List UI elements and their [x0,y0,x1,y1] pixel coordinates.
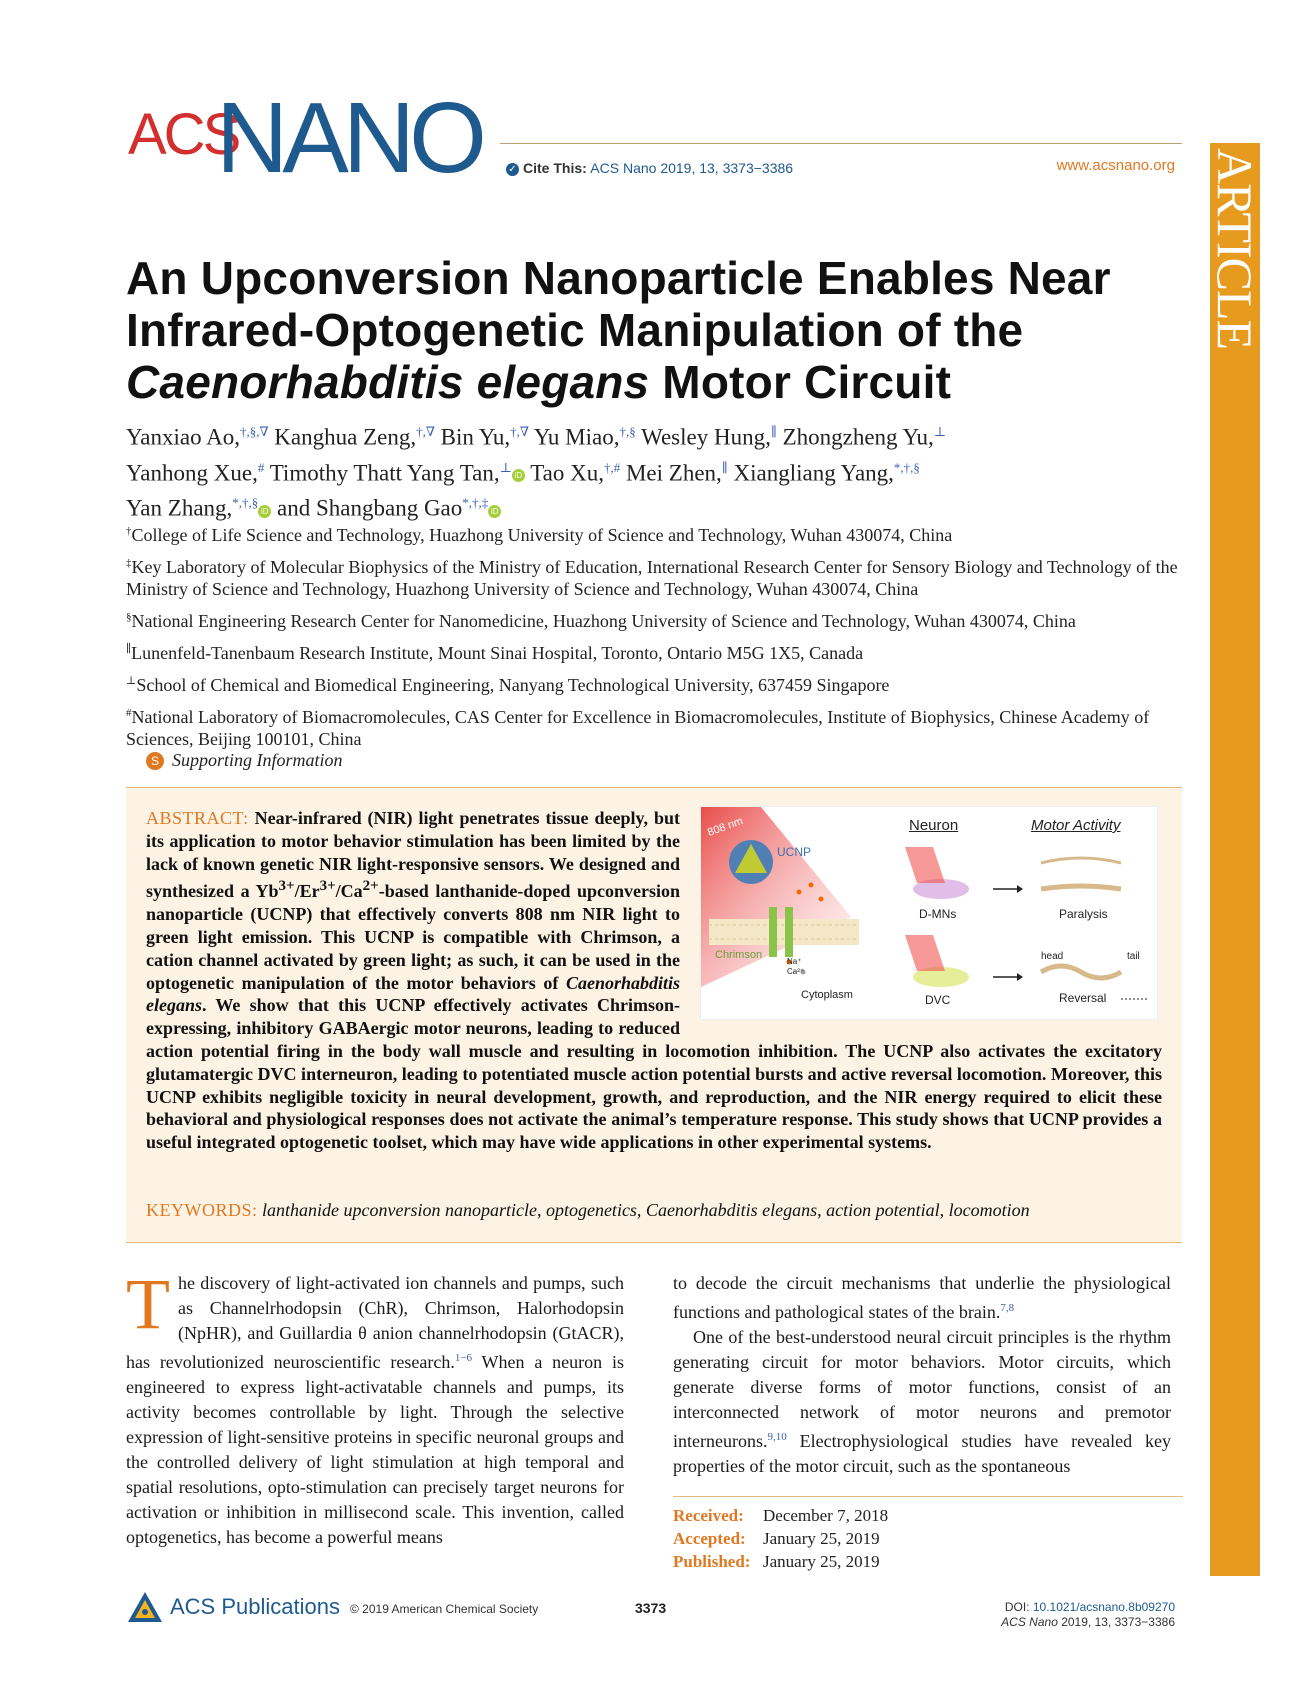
reference-link[interactable]: 7,8 [1000,1302,1015,1314]
affiliation: †College of Life Science and Technology, Huazhong University of Science and Technology, Wuhan 430074, China [126,525,953,545]
copyright: © 2019 American Chemical Society [350,1602,539,1616]
body-column-left: The discovery of light-activated ion channels and pumps, such as Channelrhodopsin (ChR), Chrimson, Halorhodopsin (NpHR), and Guillardia θ anion channelrhodopsin (GtACR), has revolutionized neuroscientific research.$^{1-6}$ When a neuron is engineered to express light-activatable channels and pumps, its activity becomes controllable by light. Through the selective expression of light-sensitive proteins in specific neuronal groups and the controlled delivery of light stimulation at high temporal and spatial resolutions, opto-stimulation can precisely target neurons for activation or inhibition in millisecond scale. This invention, called optogenetics, has become a powerful means [126,1264,624,1547]
acs-publications-logo-icon[interactable] [126,1590,164,1624]
dates-rule [673,1496,1183,1497]
publication-dates: Received: December 7, 2018 Accepted: January 25, 2019 Published: January 25, 2019 [673,1506,889,1571]
author[interactable]: Yanxiao Ao, [126,424,240,450]
dropcap: T [126,1264,170,1344]
affiliation: §National Engineering Research Center for Nanomedicine, Huazhong University of Science and Technology, Wuhan 430074, China [126,611,1076,631]
author[interactable]: Tao Xu, [530,460,604,486]
doi-block: DOI: 10.1021/acsnano.8b09270 ACS Nano 2019, 13, 3373−3386 [1001,1600,1175,1629]
orcid-icon[interactable]: iD [258,505,271,518]
author[interactable]: Yu Miao, [533,424,620,450]
article-side-label: ARTICLE [1207,148,1263,350]
author[interactable]: Kanghua Zeng, [274,424,417,450]
page-number: 3373 [635,1600,667,1616]
toc-graphic: 808 nm UCNP Chrimson Na⁺ Ca²⁺ Cytoplasm Neuron Motor Activity D-MNs Paralysis DVC head tail Reversal [700,806,1158,1020]
author[interactable]: and Shangbang Gao [277,495,463,521]
nano-logo-text: NANO [216,82,481,194]
cite-value[interactable]: ACS Nano 2019, 13, 3373−3386 [590,160,794,176]
doi-link[interactable]: 10.1021/acsnano.8b09270 [1032,1600,1175,1614]
author[interactable]: Wesley Hung, [641,424,771,450]
author[interactable]: Yanhong Xue, [126,460,258,486]
author[interactable]: Bin Yu, [440,424,511,450]
affiliation: ∥Lunenfeld-Tanenbaum Research Institute, Mount Sinai Hospital, Toronto, Ontario M5G 1X5, Canada [126,643,864,663]
article-title: An Upconversion Nanoparticle Enables Near Infrared-Optogenetic Manipulation of the Caenorhabditis elegans Motor Circuit [126,252,1111,408]
orcid-icon[interactable]: iD [512,469,525,482]
abstract-text: ABSTRACT: Near-infrared (NIR) light penetrates tissue deeply, but its application to motor behavior stimulation has been limited by the lack of known genetic NIR light-responsive sensors. We designed and synthesized a $Yb^{3+}/Er^{3+}/Ca^{2+}$-based lanthanide-doped upconversion nanoparticle (UCNP) that effectively converts 808 nm NIR light to green light emission. This UCNP is compatible with Chrimson, a cation channel activated by green light; as such, it can be used in the optogenetic manipulation of the motor behaviors of Caenorhabditis elegans. We show that this UCNP effectively activates Chrimson-expressing, inhibitory GABAergic motor neurons, leading to reduced action potential firing in the body wall muscle and resulting in locomotion inhibition. The UCNP also activates the excitatory glutamatergic DVC interneuron, leading to potentiated muscle action potential bursts and active reversal locomotion. Moreover, this UCNP exhibits negligible toxicity in neural development, growth, and reproduction, and the NIR energy required to elicit these behavioral and physiological responses does not activate the animal’s temperature response. This study shows that UCNP provides a useful integrated optogenetic toolset, which may have wide applications in other experimental systems. [146,808,1162,1153]
affiliation: ⊥School of Chemical and Biomedical Engineering, Nanyang Technological University, 637459 Singapore [126,675,890,695]
author[interactable]: Xiangliang Yang, [733,460,894,486]
author[interactable]: Timothy Thatt Yang Tan, [269,460,500,486]
journal-url[interactable]: www.acsnano.org [1056,157,1175,174]
reference-link[interactable]: 1−6 [454,1352,473,1364]
author[interactable]: Yan Zhang, [126,495,233,521]
supporting-info-icon: S [146,752,164,770]
check-icon: ✓ [506,163,519,176]
affiliations [126,520,1186,756]
author[interactable]: Mei Zhen, [625,460,722,486]
publisher-name[interactable]: ACS Publications [170,1594,340,1619]
affiliation: ‡Key Laboratory of Molecular Biophysics of the Ministry of Education, International Research Center for Sensory Biology and Technology of the Ministry of Science and Technology, Huazhong University of Science and Technology, Wuhan 430074, China [126,557,1178,599]
supporting-information-link[interactable]: S Supporting Information [146,750,343,771]
orcid-icon[interactable]: iD [488,505,501,518]
header-rule [500,143,1182,144]
affiliation: #National Laboratory of Biomacromolecules, CAS Center for Excellence in Biomacromolecules, Institute of Biophysics, Chinese Academy of Sciences, Beijing 100101, China [126,707,1150,749]
author[interactable]: Zhongzheng Yu, [782,424,934,450]
cite-this[interactable]: ✓ Cite This: ACS Nano 2019, 13, 3373−3386 [506,160,793,178]
acs-logo-text: ACS [128,102,239,167]
body-column-right: to decode the circuit mechanisms that underlie the physiological functions and pathological states of the brain.$^{7,8}$ One of the best-understood neural circuit principles is the rhythm generating circuit for motor behaviors. Motor circuits, which generate diverse forms of motor functions, consist of an interconnected network of motor neurons and premotor interneurons.$^{9,10}$ Electrophysiological studies have revealed key properties of the motor circuit, such as the spontaneous [673,1273,1171,1476]
keywords: KEYWORDS: lanthanide upconversion nanoparticle, optogenetics, Caenorhabditis elegans, action potential, locomotion [146,1200,1030,1220]
author-list: Yanxiao Ao,†,§,∇ Kanghua Zeng,†,∇ Bin Yu,†,∇ Yu Miao,†,§ Wesley Hung,∥ Zhongzheng Yu,⊥ Yanhong Xue,# Timothy Thatt Yang Tan,⊥iD Tao Xu,†,# Mei Zhen,∥ Xiangliang Yang,*,†,§ Yan Zhang,*,†,§iD and Shangbang Gao*,†,‡iD [126,424,946,521]
reference-link[interactable]: 9,10 [767,1431,787,1443]
